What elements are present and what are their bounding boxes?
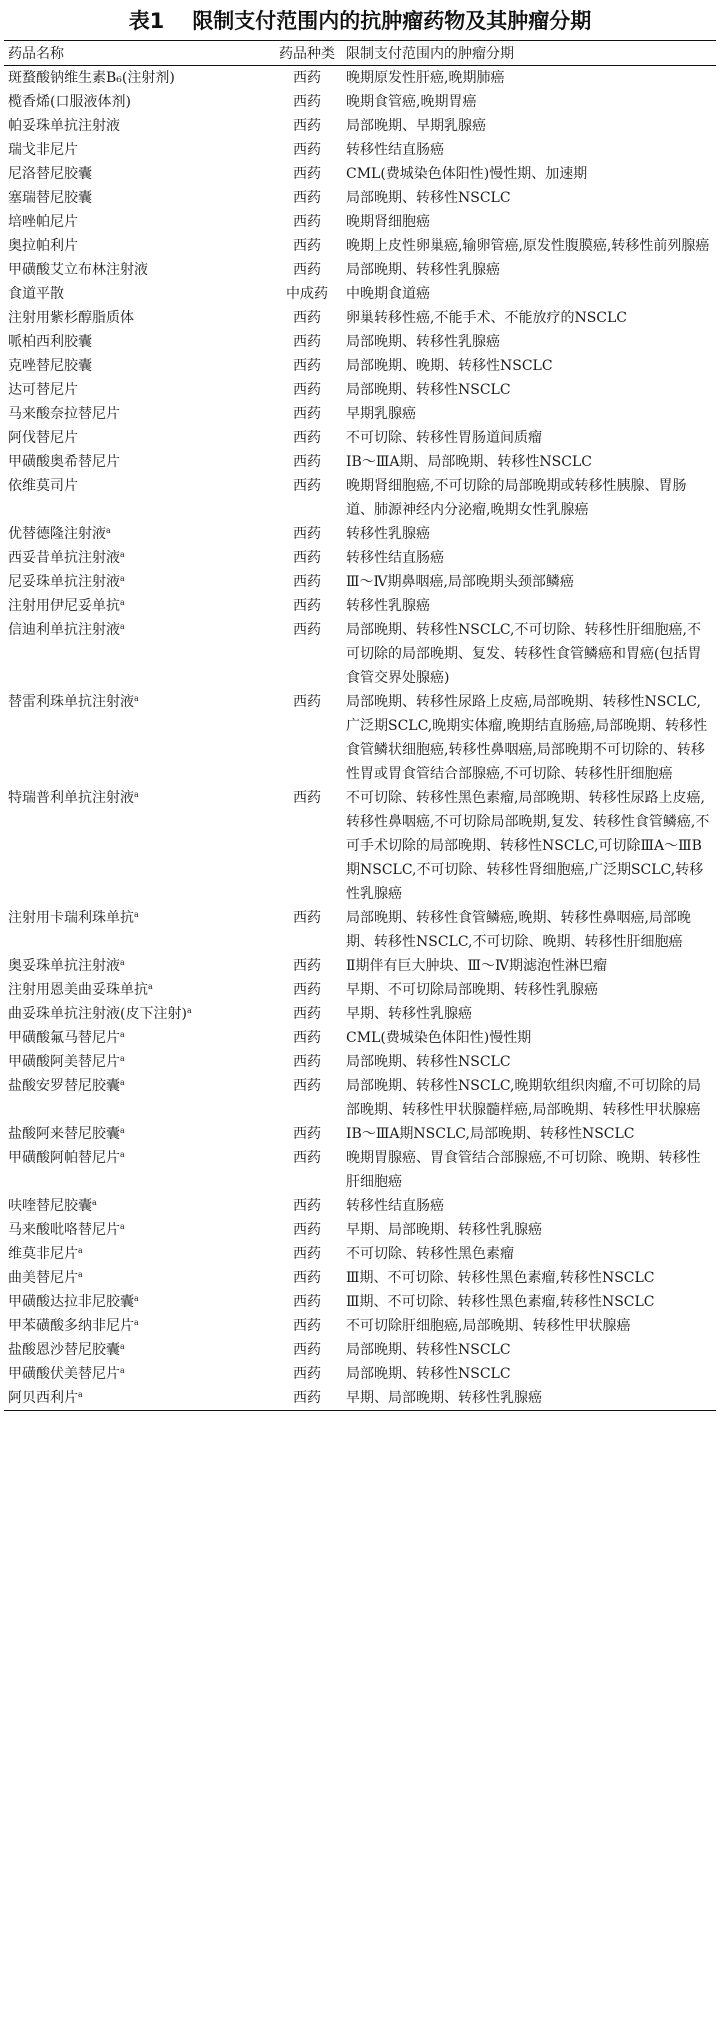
table-row: [4, 426, 716, 450]
table-row: [4, 1314, 716, 1338]
table-row: [4, 954, 716, 978]
drug-name: 注射用伊尼妥单抗: [8, 598, 120, 614]
drug-name-cell: [4, 330, 272, 354]
tumor-stage: Ⅲ期、不可切除、转移性黑色素瘤,转移性NSCLC: [346, 1294, 655, 1310]
drug-name: 注射用恩美曲妥珠单抗: [8, 982, 148, 998]
drug-category: 西药: [293, 958, 321, 974]
tumor-stage: 局部晚期、转移性NSCLC: [346, 1054, 511, 1070]
table-row: [4, 234, 716, 258]
tumor-stage: 早期、局部晚期、转移性乳腺癌: [346, 1222, 542, 1238]
table-row: [4, 210, 716, 234]
drug-name-cell: [4, 234, 272, 258]
tumor-stage: 局部晚期、转移性NSCLC: [346, 1366, 511, 1382]
drug-name-cell: [4, 1314, 272, 1338]
tumor-stage: ⅠB～ⅢA期NSCLC,局部晚期、转移性NSCLC: [346, 1126, 635, 1142]
drug-name: 甲磺酸达拉非尼胶囊: [8, 1294, 134, 1310]
table-row: [4, 1218, 716, 1242]
drug-name-cell: [4, 786, 272, 906]
drug-name-cell: [4, 1050, 272, 1074]
footnote-mark: a: [134, 790, 139, 799]
drug-name: 克唑替尼胶囊: [8, 358, 92, 374]
drug-name: 瑞戈非尼片: [8, 142, 78, 158]
drug-name: 甲磺酸阿美替尼片: [8, 1054, 120, 1070]
drug-name: 尼洛替尼胶囊: [8, 166, 92, 182]
drug-name: 盐酸安罗替尼胶囊: [8, 1078, 120, 1094]
table-row: [4, 786, 716, 906]
tumor-stage: 局部晚期、转移性NSCLC,晚期软组织肉瘤,不可切除的局部晚期、转移性甲状腺髓样癌,局部晚期、转移性甲状腺癌: [346, 1078, 701, 1118]
drug-category: 西药: [293, 358, 321, 374]
drug-name: 帕妥珠单抗注射液: [8, 118, 120, 134]
tumor-stage: 局部晚期、转移性乳腺癌: [346, 262, 500, 278]
drug-category: 西药: [293, 190, 321, 206]
drug-name: 榄香烯(口服液体剂): [8, 94, 131, 110]
drug-name-cell: [4, 378, 272, 402]
drug-category: 西药: [293, 1030, 321, 1046]
drug-name: 甲磺酸氟马替尼片: [8, 1030, 120, 1046]
drug-name-cell: [4, 474, 272, 522]
table-row: [4, 186, 716, 210]
footnote-mark: a: [120, 1126, 125, 1135]
table-row: [4, 306, 716, 330]
footnote-mark: a: [92, 1198, 97, 1207]
drug-category: 西药: [293, 526, 321, 542]
tumor-stage: 局部晚期、转移性NSCLC: [346, 190, 511, 206]
tumor-stage: 晚期上皮性卵巢癌,输卵管癌,原发性腹膜癌,转移性前列腺癌: [346, 238, 710, 254]
tumor-stage: Ⅲ～Ⅳ期鼻咽癌,局部晚期头颈部鳞癌: [346, 574, 574, 590]
tumor-stage: 转移性结直肠癌: [346, 142, 444, 158]
table-row: [4, 690, 716, 786]
tumor-stage: CML(费城染色体阳性)慢性期、加速期: [346, 166, 588, 182]
tumor-stage: 晚期原发性肝癌,晚期肺癌: [346, 70, 505, 86]
drug-name: 注射用卡瑞利珠单抗: [8, 910, 134, 926]
footnote-mark: a: [120, 574, 125, 583]
drug-name-cell: [4, 1146, 272, 1194]
drug-category: 西药: [293, 94, 321, 110]
table-row: [4, 114, 716, 138]
drug-name-cell: [4, 1074, 272, 1122]
tumor-stage: 局部晚期、转移性NSCLC,不可切除、转移性肝细胞癌,不可切除的局部晚期、复发、转移性食管鳞癌和胃癌(包括胃食管交界处腺癌): [346, 622, 702, 686]
table-row: [4, 522, 716, 546]
tumor-stage: 早期乳腺癌: [346, 406, 416, 422]
drug-name: 培唑帕尼片: [8, 214, 78, 230]
table-row: [4, 162, 716, 186]
drug-category: 西药: [293, 1198, 321, 1214]
table-row: [4, 1194, 716, 1218]
table-row: [4, 138, 716, 162]
drug-name-cell: [4, 282, 272, 306]
table-header-row: [4, 41, 716, 66]
drug-name: 斑蝥酸钠维生素B₆(注射剂): [8, 70, 175, 86]
tumor-stage: 晚期食管癌,晚期胃癌: [346, 94, 477, 110]
table-row: [4, 546, 716, 570]
drug-category: 西药: [293, 166, 321, 182]
drug-name-cell: [4, 1362, 272, 1386]
drug-category: 西药: [293, 1054, 321, 1070]
drug-category: 西药: [293, 1150, 321, 1166]
table-row: [4, 66, 716, 91]
tumor-stage: 早期、转移性乳腺癌: [346, 1006, 472, 1022]
tumor-stage: 晚期肾细胞癌,不可切除的局部晚期或转移性胰腺、胃肠道、肺源神经内分泌瘤,晚期女性乳腺癌: [346, 478, 687, 518]
drug-name-cell: [4, 1242, 272, 1266]
drug-category: 西药: [293, 1342, 321, 1358]
table-row: [4, 282, 716, 306]
drug-name-cell: [4, 258, 272, 282]
drug-name-cell: [4, 210, 272, 234]
drug-name: 哌柏西利胶囊: [8, 334, 92, 350]
drug-category: 西药: [293, 70, 321, 86]
drug-name-cell: [4, 1026, 272, 1050]
table-row: [4, 570, 716, 594]
drug-name-cell: [4, 1122, 272, 1146]
drug-name: 信迪利单抗注射液: [8, 622, 120, 638]
table-row: [4, 1290, 716, 1314]
table-row: [4, 354, 716, 378]
drug-category: 西药: [293, 910, 321, 926]
table-row: [4, 1362, 716, 1386]
drug-name: 西妥昔单抗注射液: [8, 550, 120, 566]
table-row: [4, 330, 716, 354]
drug-category: 西药: [293, 1126, 321, 1142]
table-row: [4, 1242, 716, 1266]
drug-name-cell: [4, 186, 272, 210]
footnote-mark: a: [134, 910, 139, 919]
table-row: [4, 1002, 716, 1026]
tumor-stage: 晚期肾细胞癌: [346, 214, 430, 230]
footnote-mark: a: [120, 622, 125, 631]
tumor-stage: 早期、不可切除局部晚期、转移性乳腺癌: [346, 982, 598, 998]
footnote-mark: a: [148, 982, 153, 991]
drug-name: 马来酸奈拉替尼片: [8, 406, 120, 422]
table-row: [4, 474, 716, 522]
drug-category: 西药: [293, 1006, 321, 1022]
drug-name: 依维莫司片: [8, 478, 78, 494]
table-row: [4, 906, 716, 954]
table-row: [4, 378, 716, 402]
drug-category: 西药: [293, 574, 321, 590]
drug-category: 西药: [293, 454, 321, 470]
drug-name: 甲磺酸阿帕替尼片: [8, 1150, 120, 1166]
drug-category: 西药: [293, 430, 321, 446]
drug-name: 甲苯磺酸多纳非尼片: [8, 1318, 134, 1334]
drug-category: 西药: [293, 478, 321, 494]
footnote-mark: a: [78, 1270, 83, 1279]
tumor-stage: 局部晚期、转移性乳腺癌: [346, 334, 500, 350]
table-row: [4, 1122, 716, 1146]
drug-name: 曲美替尼片: [8, 1270, 78, 1286]
tumor-stage: 早期、局部晚期、转移性乳腺癌: [342, 1386, 716, 1411]
footnote-mark: a: [120, 1366, 125, 1375]
footnote-mark: a: [106, 526, 111, 535]
table-row: [4, 618, 716, 690]
column-header-drug-name: 药品名称: [4, 41, 272, 66]
drug-name-cell: [4, 954, 272, 978]
table-row: [4, 258, 716, 282]
table-row: [4, 1074, 716, 1122]
table-row: [4, 1026, 716, 1050]
table-row: [4, 594, 716, 618]
drug-name-cell: [4, 618, 272, 690]
tumor-stage: Ⅱ期伴有巨大肿块、Ⅲ～Ⅳ期滤泡性淋巴瘤: [346, 958, 608, 974]
tumor-stage: 局部晚期、转移性食管鳞癌,晚期、转移性鼻咽癌,局部晚期、转移性NSCLC,不可切除、晚期、转移性肝细胞癌: [346, 910, 691, 950]
table-row: [4, 1386, 716, 1411]
drug-name: 呋喹替尼胶囊: [8, 1198, 92, 1214]
drug-category: 西药: [293, 382, 321, 398]
drug-name: 阿伐替尼片: [8, 430, 78, 446]
drug-category: 西药: [293, 238, 321, 254]
drug-name: 马来酸吡咯替尼片: [8, 1222, 120, 1238]
drug-category: 西药: [293, 1366, 321, 1382]
drug-name-cell: [4, 402, 272, 426]
footnote-mark: a: [120, 598, 125, 607]
drug-name: 注射用紫杉醇脂质体: [8, 310, 134, 326]
drug-category: 西药: [293, 1078, 321, 1094]
drug-name: 塞瑞替尼胶囊: [8, 190, 92, 206]
tumor-stage: 转移性结直肠癌: [346, 550, 444, 566]
drug-name-cell: [4, 306, 272, 330]
drug-name-cell: [4, 522, 272, 546]
drug-name-cell: [4, 114, 272, 138]
drug-category: 西药: [293, 1222, 321, 1238]
drug-category: 西药: [293, 310, 321, 326]
table-row: [4, 978, 716, 1002]
footnote-mark: a: [120, 1054, 125, 1063]
tumor-stage: 局部晚期、转移性尿路上皮癌,局部晚期、转移性NSCLC,广泛期SCLC,晚期实体瘤,晚期结直肠癌,局部晚期、转移性食管鳞状细胞癌,转移性鼻咽癌,局部晚期不可切除的、转移性胃或胃食管结合部腺癌,不可切除、转移性肝细胞癌: [346, 694, 708, 782]
drug-category: 西药: [293, 262, 321, 278]
tumor-stage: 不可切除、转移性黑色素瘤: [346, 1246, 514, 1262]
drug-name-cell: [4, 66, 272, 91]
drug-name: 甲磺酸奥希替尼片: [8, 454, 120, 470]
drug-category: 西药: [293, 142, 321, 158]
drug-category: 西药: [293, 1294, 321, 1310]
column-header-stage: 限制支付范围内的肿瘤分期: [342, 41, 716, 66]
drug-name: 曲妥珠单抗注射液(皮下注射): [8, 1006, 187, 1022]
tumor-stage: Ⅲ期、不可切除、转移性黑色素瘤,转移性NSCLC: [346, 1270, 655, 1286]
table-row: [4, 1338, 716, 1362]
footnote-mark: a: [78, 1390, 83, 1399]
footnote-mark: a: [120, 1078, 125, 1087]
footnote-mark: a: [186, 1006, 192, 1015]
tumor-stage: 局部晚期、转移性NSCLC: [346, 382, 511, 398]
drug-name-cell: [4, 570, 272, 594]
tumor-stage: 晚期胃腺癌、胃食管结合部腺癌,不可切除、晚期、转移性肝细胞癌: [346, 1150, 701, 1190]
drug-name-cell: [4, 546, 272, 570]
tumor-stage: 转移性乳腺癌: [346, 598, 430, 614]
table-title: [0, 0, 720, 40]
table-row: [4, 90, 716, 114]
drug-category: 中成药: [286, 286, 328, 302]
drug-name: 维莫非尼片: [8, 1246, 78, 1262]
drug-category: 西药: [293, 790, 321, 806]
tumor-stage: 卵巢转移性癌,不能手术、不能放疗的NSCLC: [346, 310, 628, 326]
drug-category: 西药: [293, 1270, 321, 1286]
table-body: [4, 66, 716, 1411]
drug-category: 西药: [293, 406, 321, 422]
drug-name: 替雷利珠单抗注射液: [8, 694, 134, 710]
tumor-stage: 不可切除肝细胞癌,局部晚期、转移性甲状腺癌: [346, 1318, 631, 1334]
drug-name: 奥妥珠单抗注射液: [8, 958, 120, 974]
tumor-stage: 转移性结直肠癌: [346, 1198, 444, 1214]
drug-name-cell: [4, 1338, 272, 1362]
drug-name-cell: [4, 1002, 272, 1026]
drug-name-cell: [4, 1266, 272, 1290]
drug-category: 西药: [272, 1386, 342, 1411]
drug-name: 食道平散: [8, 286, 64, 302]
drug-name-cell: [4, 90, 272, 114]
footnote-mark: a: [120, 550, 125, 559]
drug-name-cell: [4, 594, 272, 618]
drug-category: 西药: [293, 1318, 321, 1334]
drug-name: 甲磺酸伏美替尼片: [8, 1366, 120, 1382]
tumor-stage: 转移性乳腺癌: [346, 526, 430, 542]
tumor-stage: 局部晚期、晚期、转移性NSCLC: [346, 358, 553, 374]
drug-category: 西药: [293, 550, 321, 566]
tumor-stage: 局部晚期、转移性NSCLC: [346, 1342, 511, 1358]
drug-name-cell: [4, 162, 272, 186]
drug-category: 西药: [293, 622, 321, 638]
tumor-stage: 中晚期食道癌: [346, 286, 430, 302]
footnote-mark: a: [120, 1030, 125, 1039]
drug-name: 达可替尼片: [8, 382, 78, 398]
drug-name-cell: [4, 1386, 272, 1411]
drug-name: 尼妥珠单抗注射液: [8, 574, 120, 590]
drug-category: 西药: [293, 598, 321, 614]
drug-name-cell: [4, 138, 272, 162]
drug-name-cell: [4, 450, 272, 474]
table-row: [4, 402, 716, 426]
drug-name-cell: [4, 906, 272, 954]
drug-name: 阿贝西利片: [8, 1390, 78, 1406]
footnote-mark: a: [120, 1150, 125, 1159]
drug-name: 优替德隆注射液: [8, 526, 106, 542]
drug-category: 西药: [293, 334, 321, 350]
footnote-mark: a: [134, 694, 139, 703]
drug-name-cell: [4, 1194, 272, 1218]
column-header-drug-category: 药品种类: [272, 41, 342, 66]
table-caption: 限制支付范围内的抗肿瘤药物及其肿瘤分期: [192, 9, 592, 33]
table-number: 表1: [128, 9, 165, 33]
table-row: [4, 1050, 716, 1074]
drug-category: 西药: [293, 982, 321, 998]
tumor-stage: 不可切除、转移性黑色素瘤,局部晚期、转移性尿路上皮癌,转移性鼻咽癌,不可切除局部晚期,复发、转移性食管鳞癌,不可手术切除的局部晚期、转移性NSCLC,可切除ⅢA～ⅢB期NSCLC,不可切除、转移性肾细胞癌,广泛期SCLC,转移性乳腺癌: [346, 790, 710, 902]
footnote-mark: a: [120, 1222, 125, 1231]
drug-name-cell: [4, 1290, 272, 1314]
drug-name-cell: [4, 690, 272, 786]
drug-name: 奥拉帕利片: [8, 238, 78, 254]
tumor-stage: CML(费城染色体阳性)慢性期: [346, 1030, 532, 1046]
footnote-mark: a: [134, 1318, 139, 1327]
footnote-mark: a: [120, 1342, 125, 1351]
drug-name: 甲磺酸艾立布林注射液: [8, 262, 148, 278]
drug-category: 西药: [293, 118, 321, 134]
drug-category: 西药: [293, 214, 321, 230]
drug-table: [4, 40, 716, 1411]
drug-name-cell: [4, 978, 272, 1002]
table-row: [4, 1266, 716, 1290]
tumor-stage: 不可切除、转移性胃肠道间质瘤: [346, 430, 542, 446]
drug-name: 盐酸阿来替尼胶囊: [8, 1126, 120, 1142]
tumor-stage: 局部晚期、早期乳腺癌: [346, 118, 486, 134]
drug-category: 西药: [293, 1246, 321, 1262]
footnote-mark: a: [120, 958, 125, 967]
drug-category: 西药: [293, 694, 321, 710]
drug-name: 盐酸恩沙替尼胶囊: [8, 1342, 120, 1358]
footnote-mark: a: [134, 1294, 139, 1303]
drug-name-cell: [4, 354, 272, 378]
drug-name: 特瑞普利单抗注射液: [8, 790, 134, 806]
footnote-mark: a: [78, 1246, 83, 1255]
table-row: [4, 450, 716, 474]
drug-name-cell: [4, 426, 272, 450]
table-row: [4, 1146, 716, 1194]
drug-name-cell: [4, 1218, 272, 1242]
tumor-stage: ⅠB～ⅢA期、局部晚期、转移性NSCLC: [346, 454, 592, 470]
